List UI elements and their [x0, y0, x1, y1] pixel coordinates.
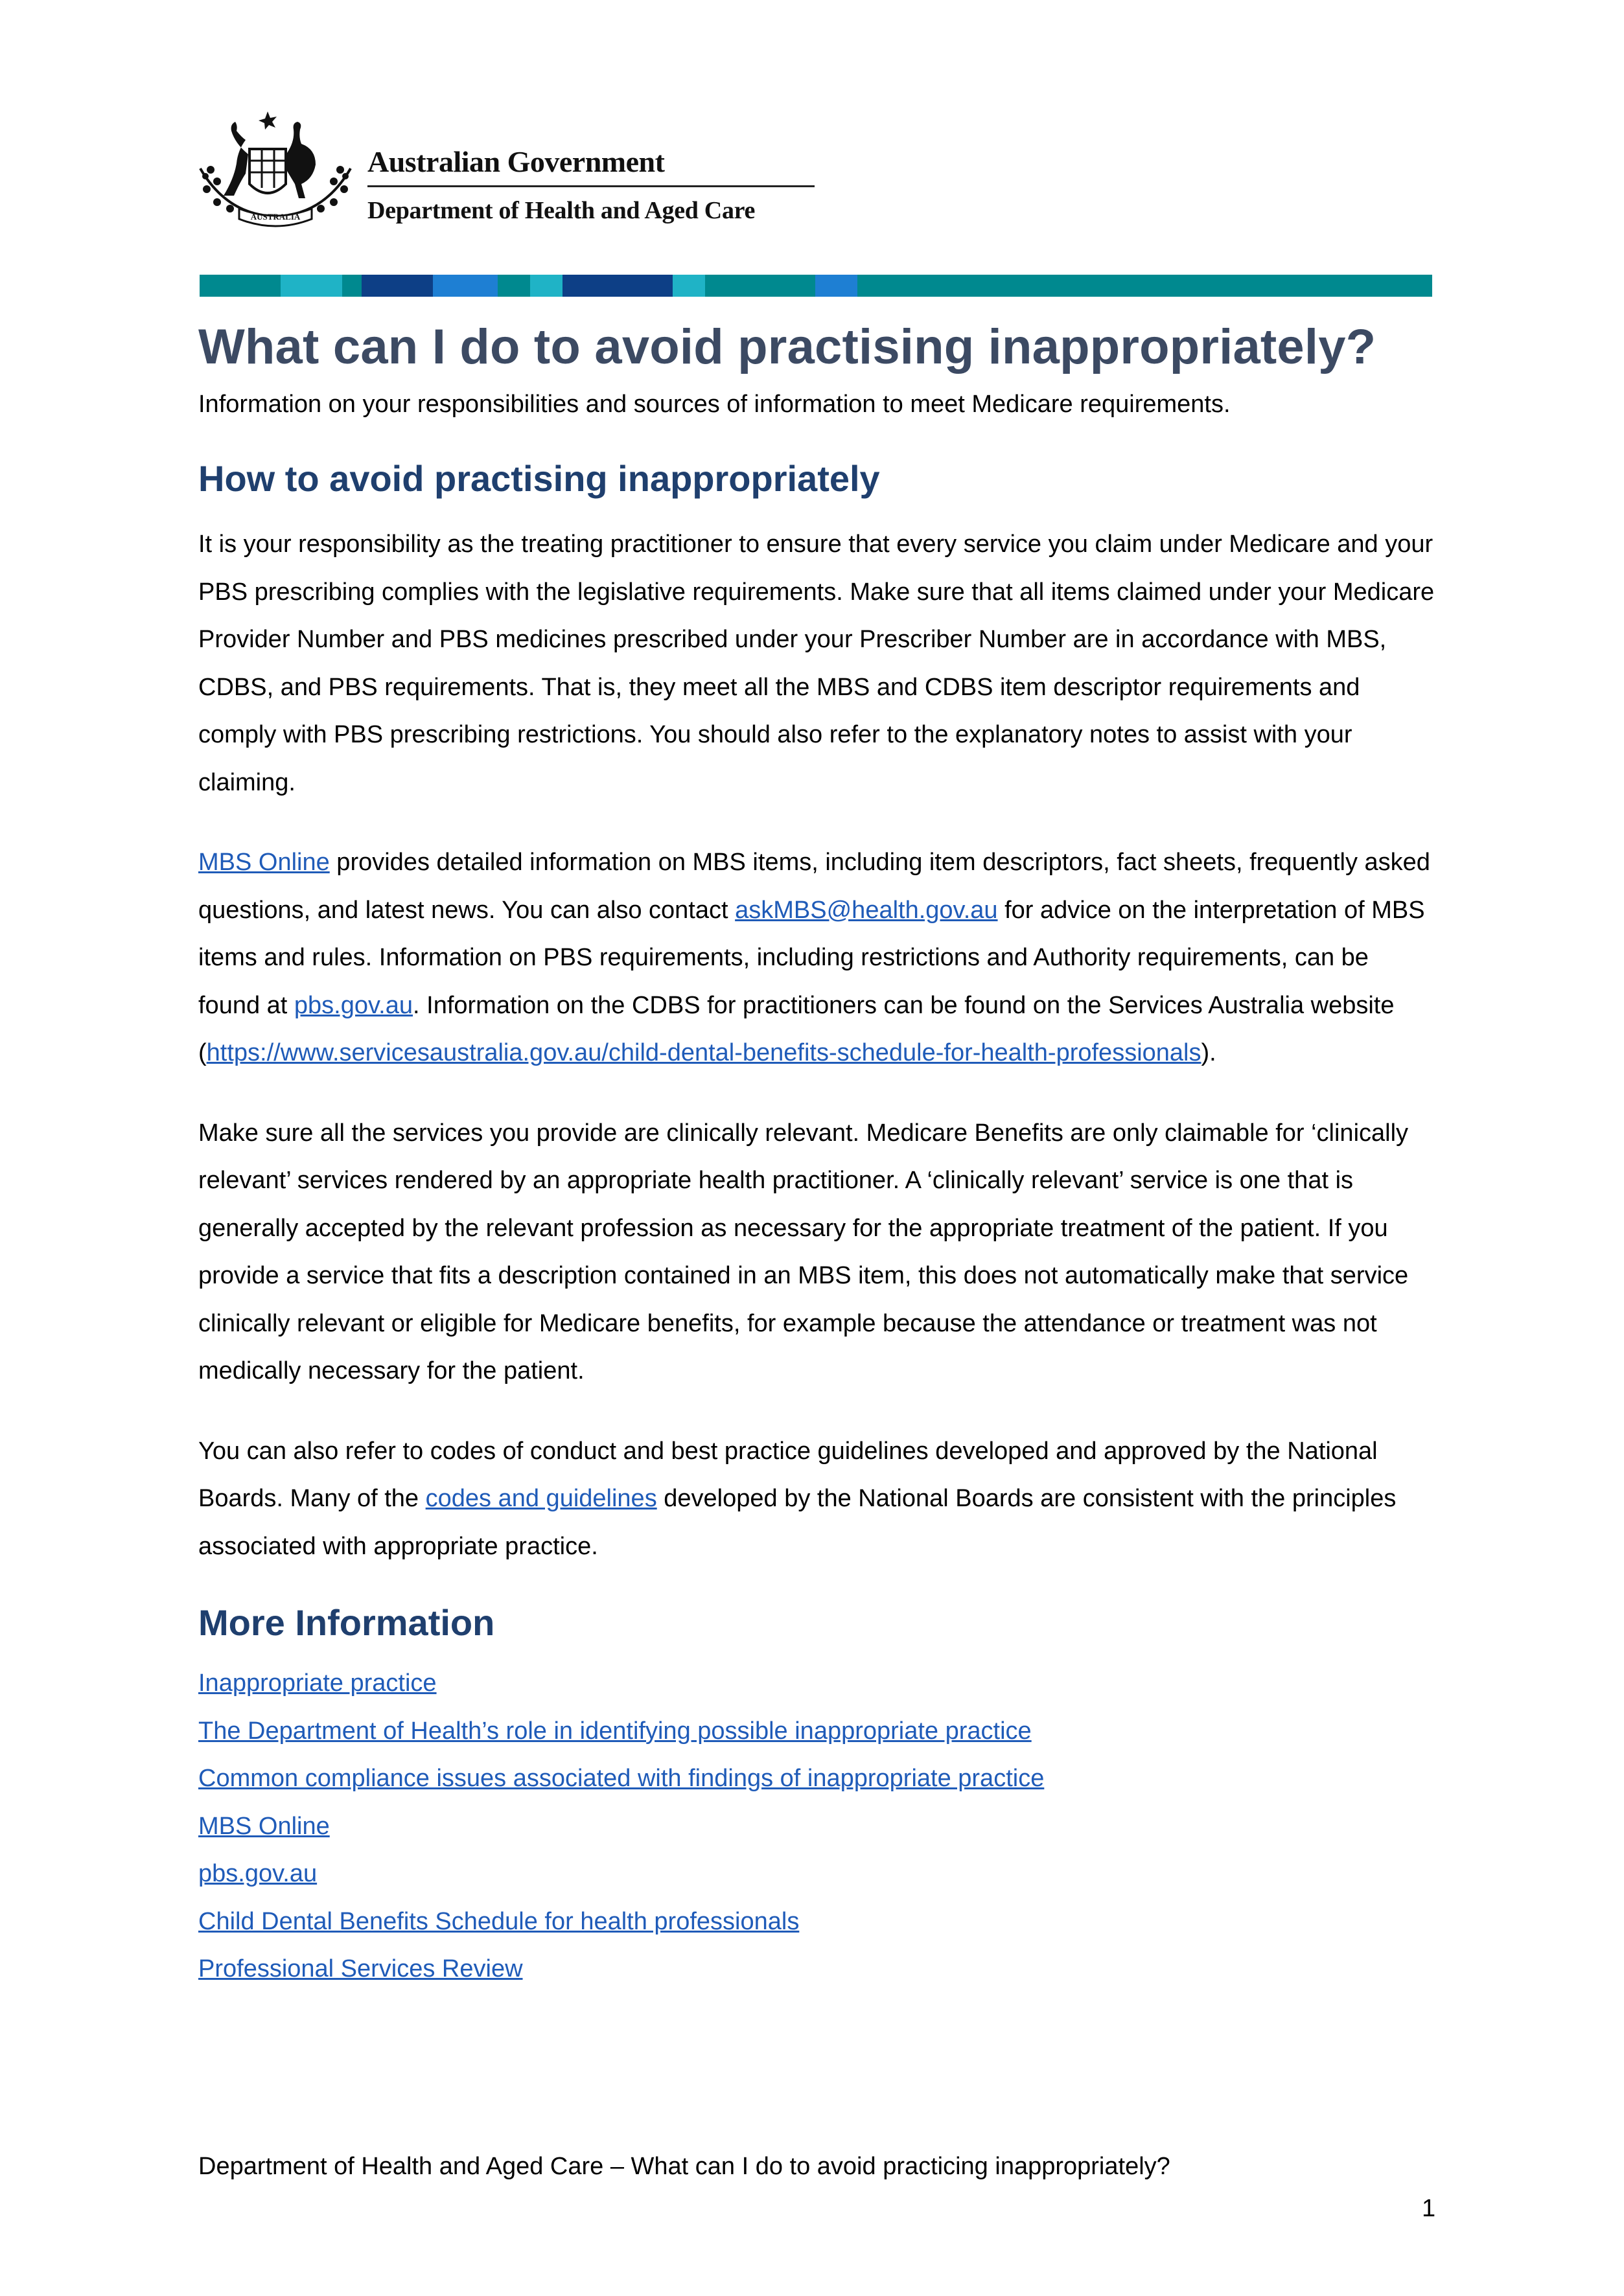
coat-of-arms-icon: [198, 111, 353, 232]
paragraph-responsibility: It is your responsibility as the treating practitioner to ensure that every service you claim under Medicare and your PBS prescribing complies with the legislative requirements. Make sure that all items claimed under your Medicare Provider Number and PBS medicines prescribed under your Prescriber Number are in accordance with MBS, CDBS, and PBS requirements. That is, they meet all the MBS and CDBS item descriptor requirements and comply with PBS prescribing restrictions. You should also refer to the explanatory notes to assist with your claiming.: [198, 531, 1435, 796]
strip-segment: [200, 275, 281, 297]
strip-segment: [433, 275, 498, 297]
list-item: [198, 1850, 1436, 1898]
paragraph-resources: MBS Online provides detailed information on MBS items, including item descriptors, fact sheets, frequently asked questions, and latest news. You can also contact askMBS@health.gov.au for advice on the interpretation of MBS items and rules. Information on PBS requirements, including restrictions and Authority requirements, can be found at pbs.gov.au. Information on the CDBS for practitioners can be found on the Services Australia website (https://www.servicesaustralia.gov.au/child-dental-benefits-schedule-for-health-professionals).: [198, 849, 1430, 1066]
list-item: [198, 1898, 1436, 1946]
strip-segment: [281, 275, 342, 297]
agency-logo: [198, 111, 833, 235]
paragraph-clinically-relevant: Make sure all the services you provide are clinically relevant. Medicare Benefits are only claimable for ‘clinically relevant’ services rendered by an appropriate health practitioner. A ‘clinically relevant’ service is one that is generally accepted by the relevant profession as necessary for the appropriate treatment of the patient. If you provide a service that fits a description contained in an MBS item, this does not automatically make that service clinically relevant or eligible for Medicare benefits, for example because the attendance or treatment was not medically necessary for the patient.: [198, 1119, 1409, 1384]
list-item: [198, 1946, 1436, 1993]
link-mbs-online[interactable]: MBS Online: [198, 1812, 330, 1840]
decorative-color-strip: [200, 275, 1432, 297]
strip-segment: [857, 275, 1432, 297]
page-footer: Department of Health and Aged Care – What can I do to avoid practicing inappropriately?: [198, 2153, 1170, 2180]
strip-segment: [498, 275, 530, 297]
crest-ribbon-text: AUSTRALIA: [250, 212, 301, 222]
list-item: [198, 1755, 1436, 1803]
government-name: Australian Government: [367, 145, 665, 178]
section-heading-more-info: More Information: [198, 1602, 495, 1643]
document-body: [198, 316, 1436, 1993]
link-cdbs[interactable]: Child Dental Benefits Schedule for health professionals: [198, 1907, 800, 1935]
link-compliance-issues[interactable]: Common compliance issues associated with findings of inappropriate practice: [198, 1765, 1045, 1792]
page-title: What can I do to avoid practising inappropriately?: [198, 319, 1376, 374]
strip-segment: [705, 275, 815, 297]
strip-segment: [342, 275, 362, 297]
pbs-link[interactable]: pbs.gov.au: [294, 991, 413, 1019]
link-psr[interactable]: Professional Services Review: [198, 1955, 523, 1982]
list-item: [198, 1708, 1436, 1756]
list-item: [198, 1803, 1436, 1851]
strip-segment: [530, 275, 563, 297]
strip-segment: [362, 275, 433, 297]
askmbs-email-link[interactable]: askMBS@health.gov.au: [735, 896, 998, 924]
more-info-link-list: [198, 1660, 1436, 1993]
strip-segment: [563, 275, 673, 297]
paragraph-codes: You can also refer to codes of conduct and best practice guidelines developed and approved by the National Boards. Many of the codes and guidelines developed by the National Boards are consistent with the principles associated with appropriate practice.: [198, 1437, 1397, 1560]
codes-guidelines-link[interactable]: codes and guidelines: [425, 1485, 657, 1512]
section-heading-avoid: How to avoid practising inappropriately: [198, 458, 880, 499]
link-pbs[interactable]: pbs.gov.au: [198, 1860, 318, 1887]
department-name: Department of Health and Aged Care: [367, 197, 756, 224]
list-item: [198, 1660, 1436, 1708]
page-number: 1: [1422, 2195, 1436, 2222]
strip-segment: [815, 275, 857, 297]
agency-name-block: [367, 145, 815, 225]
page-subtitle: Information on your responsibilities and sources of information to meet Medicare requirements.: [198, 391, 1231, 418]
services-australia-link[interactable]: https://www.servicesaustralia.gov.au/child-dental-benefits-schedule-for-health-professionals: [206, 1039, 1201, 1066]
mbs-online-link[interactable]: MBS Online: [198, 849, 330, 876]
header-divider: [367, 185, 815, 187]
strip-segment: [673, 275, 705, 297]
link-inappropriate-practice[interactable]: Inappropriate practice: [198, 1670, 437, 1697]
link-department-role[interactable]: The Department of Health’s role in identifying possible inappropriate practice: [198, 1717, 1032, 1745]
